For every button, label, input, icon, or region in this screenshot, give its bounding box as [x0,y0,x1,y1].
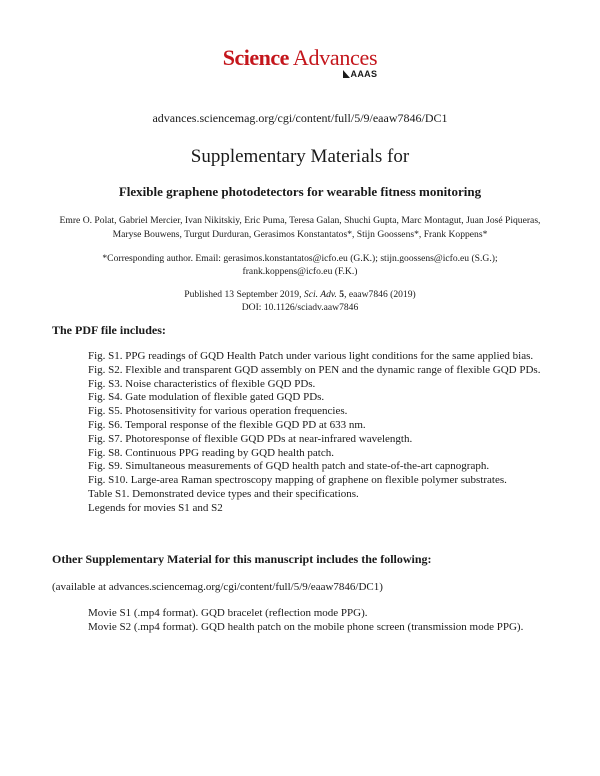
list-item: Fig. S4. Gate modulation of flexible gated GQD PDs. [88,391,325,404]
list-item: Fig. S3. Noise characteristics of flexible GQD PDs. [88,377,316,390]
movie-list [88,606,538,634]
list-item: Fig. S8. Continuous PPG reading by GQD health patch. [88,446,334,459]
pdf-contents-heading: The PDF file includes: [52,323,166,337]
list-item: Movie S2 (.mp4 format). GQD health patch on the mobile phone screen (transmission mode PPG). [88,621,524,633]
journal-logo [0,47,600,81]
supplementary-title: Supplementary Materials for [190,146,410,167]
author-list: Emre O. Polat, Gabriel Mercier, Ivan Nikitskiy, Eric Puma, Teresa Galan, Shuchi Gupta, Marc Montagut, Juan José Piqueras, Maryse Bouwens, Turgut Durduran, Gerasimos Konstantatos*, Stijn Goossens*, Frank Koppens* [59,215,541,240]
doi: DOI: 10.1126/sciadv.aaw7846 [241,302,359,313]
paper-title: Flexible graphene photodetectors for wearable fitness monitoring [118,184,482,199]
list-item: Fig. S6. Temporal response of the flexible GQD PD at 633 nm. [88,418,366,431]
list-item: Fig. S2. Flexible and transparent GQD assembly on PEN and the dynamic range of flexible GQD PDs. [88,363,541,376]
availability-note: (available at advances.sciencemag.org/cgi/content/full/5/9/eaaw7846/DC1) [52,581,383,593]
list-item: Fig. S9. Simultaneous measurements of GQD health patch and state-of-the-art capnograph. [88,460,490,473]
article-number: , eaaw7846 (2019) [344,289,416,300]
publication-info [0,288,600,314]
list-item: Fig. S5. Photosensitivity for various operation frequencies. [88,405,348,418]
pdf-contents-list [88,350,550,516]
journal-volume: 5 [339,289,345,300]
aaas-mark-icon [343,70,350,78]
journal-name: Sci. Adv. [303,289,337,300]
list-item: Legends for movies S1 and S2 [88,501,223,514]
publication-line [0,288,600,301]
list-item: Movie S1 (.mp4 format). GQD bracelet (reflection mode PPG). [88,607,368,619]
logo-science-text: Science [222,45,289,70]
supplement-url: advances.sciencemag.org/cgi/content/full/5/9/eaaw7846/DC1 [152,111,448,125]
logo-advances-text: Advances [292,45,378,70]
corresponding-author: *Corresponding author. Email: gerasimos.konstantatos@icfo.eu (G.K.); stijn.goossens@icfo.eu (S.G.); frank.koppens@icfo.eu (F.K.) [102,253,498,277]
list-item: Fig. S7. Photoresponse of flexible GQD PDs at near-infrared wavelength. [88,432,413,445]
list-item: Fig. S10. Large-area Raman spectroscopy mapping of graphene on flexible polymer substrates. [88,474,507,487]
aaas-logo [223,70,378,79]
list-item: Table S1. Demonstrated device types and their specifications. [88,487,359,500]
published-date: Published 13 September 2019, [184,289,302,300]
list-item: Fig. S1. PPG readings of GQD Health Patch under various light conditions for the same applied bias. [88,350,534,362]
aaas-text: AAAS [350,69,378,79]
other-material-heading: Other Supplementary Material for this manuscript includes the following: [52,552,432,566]
